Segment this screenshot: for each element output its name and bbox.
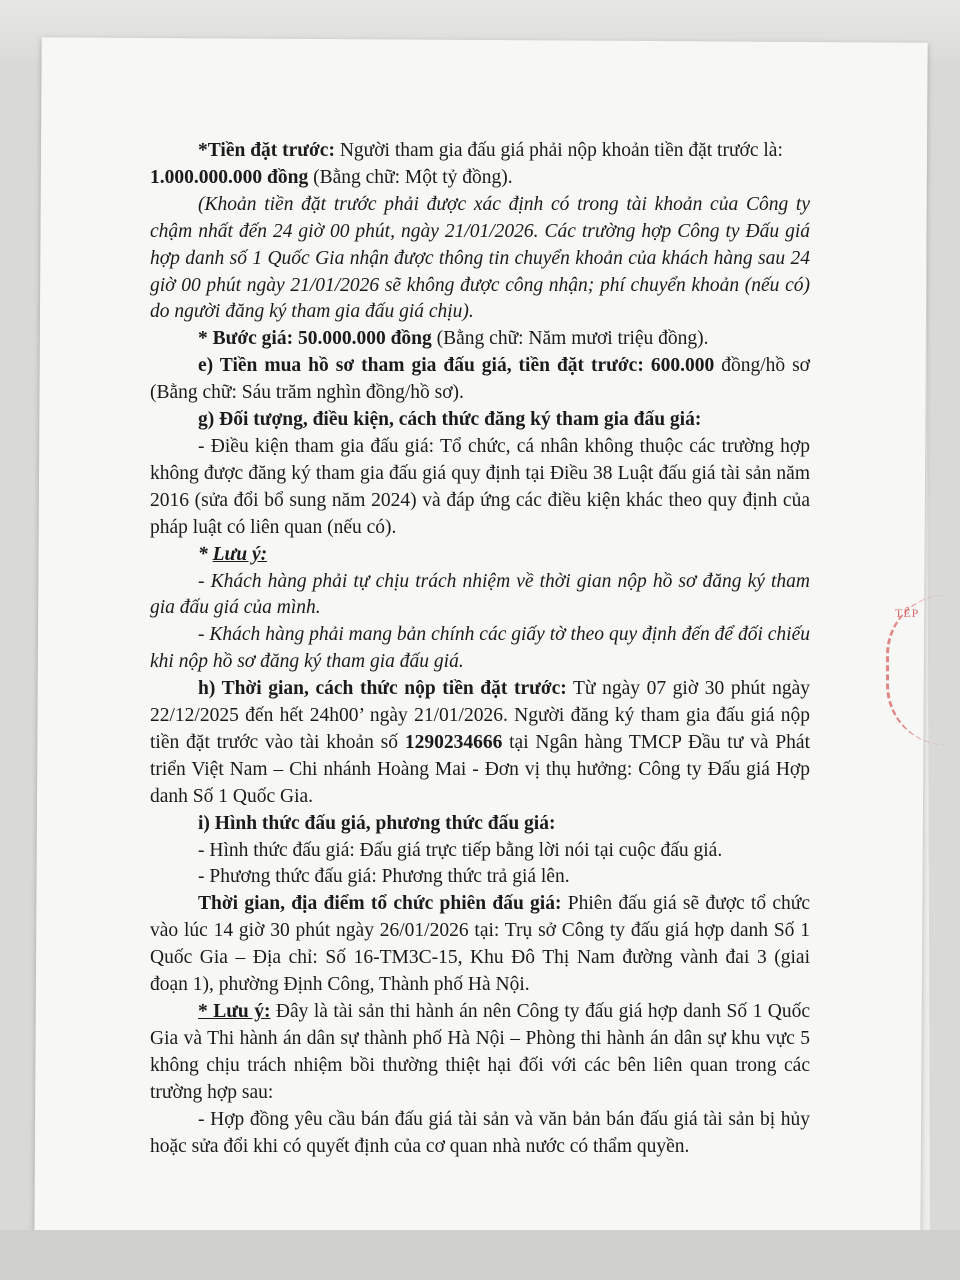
liability-case-1: - Hợp đồng yêu cầu bán đấu giá tài sản và văn bản bán đấu giá tài sản bị hủy hoặc sửa đổi khi có quyết định của cơ quan nhà nước có thẩm quyền. (150, 1108, 810, 1157)
bid-step-paragraph (150, 326, 810, 353)
section-h-text: Từ ngày 07 giờ 30 phút ngày 22/12/2025 đến hết 24h00’ ngày 21/01/2026. Người đăng ký tham gia đấu giá nộp tiền đặt trước vào tài khoản số (150, 678, 810, 753)
bank-info: tại Ngân hàng TMCP Đầu tư và Phát triển Việt Nam – Chi nhánh Hoàng Mai - Đơn vị thụ hưởng: Công ty Đấu giá Hợp danh Số 1 Quốc Gia. (150, 731, 810, 807)
auction-form: - Hình thức đấu giá: Đấu giá trực tiếp bằng lời nói tại cuộc đấu giá. (198, 839, 723, 861)
note-item-2: - Khách hàng phải mang bản chính các giấy tờ theo quy định đến để đối chiếu khi nộp hồ sơ đăng ký tham gia đấu giá. (150, 624, 810, 673)
note-item-1: - Khách hàng phải tự chịu trách nhiệm về thời gian nộp hồ sơ đăng ký tham gia đấu giá của mình. (150, 570, 810, 619)
background-bottom (0, 1230, 960, 1280)
deposit-heading: *Tiền đặt trước: (198, 140, 335, 161)
auction-time-place (150, 891, 810, 999)
liability-note-text: Đây là tài sản thi hành án nên Công ty đấu giá hợp danh Số 1 Quốc Gia và Thi hành án dân sự thành phố Hà Nội – Phòng thi hành án dân sự khu vực 5 không chịu trách nhiệm bồi thường thiệt hại đối với các bên liên quan trong các trường hợp sau: (150, 1001, 811, 1103)
deposit-note: (Khoản tiền đặt trước phải được xác định có trong tài khoản của Công ty chậm nhất đến 24 giờ 00 phút, ngày 21/01/2026. Các trường hợp Công ty Đấu giá hợp danh số 1 Quốc Gia nhận được thông tin chuyển khoản của khách hàng sau 24 giờ 00 phút ngày 21/01/2026 sẽ không được công nhận; phí chuyển khoản (nếu có) do người đăng ký tham gia đấu giá chịu). (150, 193, 810, 323)
dossier-fee: 600.000 (650, 355, 715, 377)
deposit-amount: 1.000.000.000 đồng (150, 166, 309, 188)
participation-conditions: - Điều kiện tham gia đấu giá: Tổ chức, cá nhân không thuộc các trường hợp không được đăng ký tham gia đấu giá quy định tại Điều 38 Luật đấu giá tài sản năm 2016 (sửa đổi bổ sung năm 2024) và đáp ứng các điều kiện khác theo quy định của pháp luật có liên quan (nếu có). (150, 435, 810, 538)
section-g-heading: g) Đối tượng, điều kiện, cách thức đăng ký tham gia đấu giá: (198, 409, 702, 431)
section-h-heading: h) Thời gian, cách thức nộp tiền đặt trước: (198, 678, 567, 700)
auction-time-heading: Thời gian, địa điểm tổ chức phiên đấu giá: (198, 893, 562, 915)
account-number: 1290234666 (404, 731, 503, 753)
note-heading (150, 542, 810, 569)
deposit-amount-words: (Bằng chữ: Một tỷ đồng). (308, 166, 513, 188)
dossier-fee-words: đồng/hồ sơ (Bằng chữ: Sáu trăm nghìn đồng/hồ sơ). (150, 355, 810, 404)
bid-step: * Bước giá: 50.000.000 đồng (198, 328, 432, 350)
bid-step-words: (Bằng chữ: Năm mươi triệu đồng). (431, 328, 709, 350)
deposit-text: Người tham gia đấu giá phải nộp khoản tiền đặt trước là: (334, 140, 783, 161)
auction-time-text: Phiên đấu giá sẽ được tổ chức vào lúc 14 giờ 30 phút ngày 26/01/2026 tại: Trụ sở Công ty đấu giá hợp danh Số 1 Quốc Gia – Địa chỉ: Số 16-TM3C-15, Khu Đô Thị Nam đường vành đai 3 (giai đoạn 1), phường Định Công, Thành phố Hà Nội. (150, 893, 810, 996)
auction-method: - Phương thức đấu giá: Phương thức trả giá lên. (198, 866, 570, 888)
section-i-heading: i) Hình thức đấu giá, phương thức đấu giá: (198, 812, 556, 834)
section-e (150, 353, 810, 407)
deposit-amount-paragraph (150, 165, 810, 192)
note-label: Lưu ý: (212, 543, 268, 565)
liability-note (150, 999, 810, 1107)
section-h (150, 676, 810, 811)
liability-note-label: * Lưu ý: (198, 1001, 271, 1022)
stamp-text: TẾP (895, 606, 920, 620)
note-star: * (198, 543, 213, 565)
document-text (150, 138, 810, 1160)
section-e-heading: e) Tiền mua hồ sơ tham gia đấu giá, tiền đặt trước: (198, 355, 651, 377)
deposit-paragraph (150, 138, 810, 165)
